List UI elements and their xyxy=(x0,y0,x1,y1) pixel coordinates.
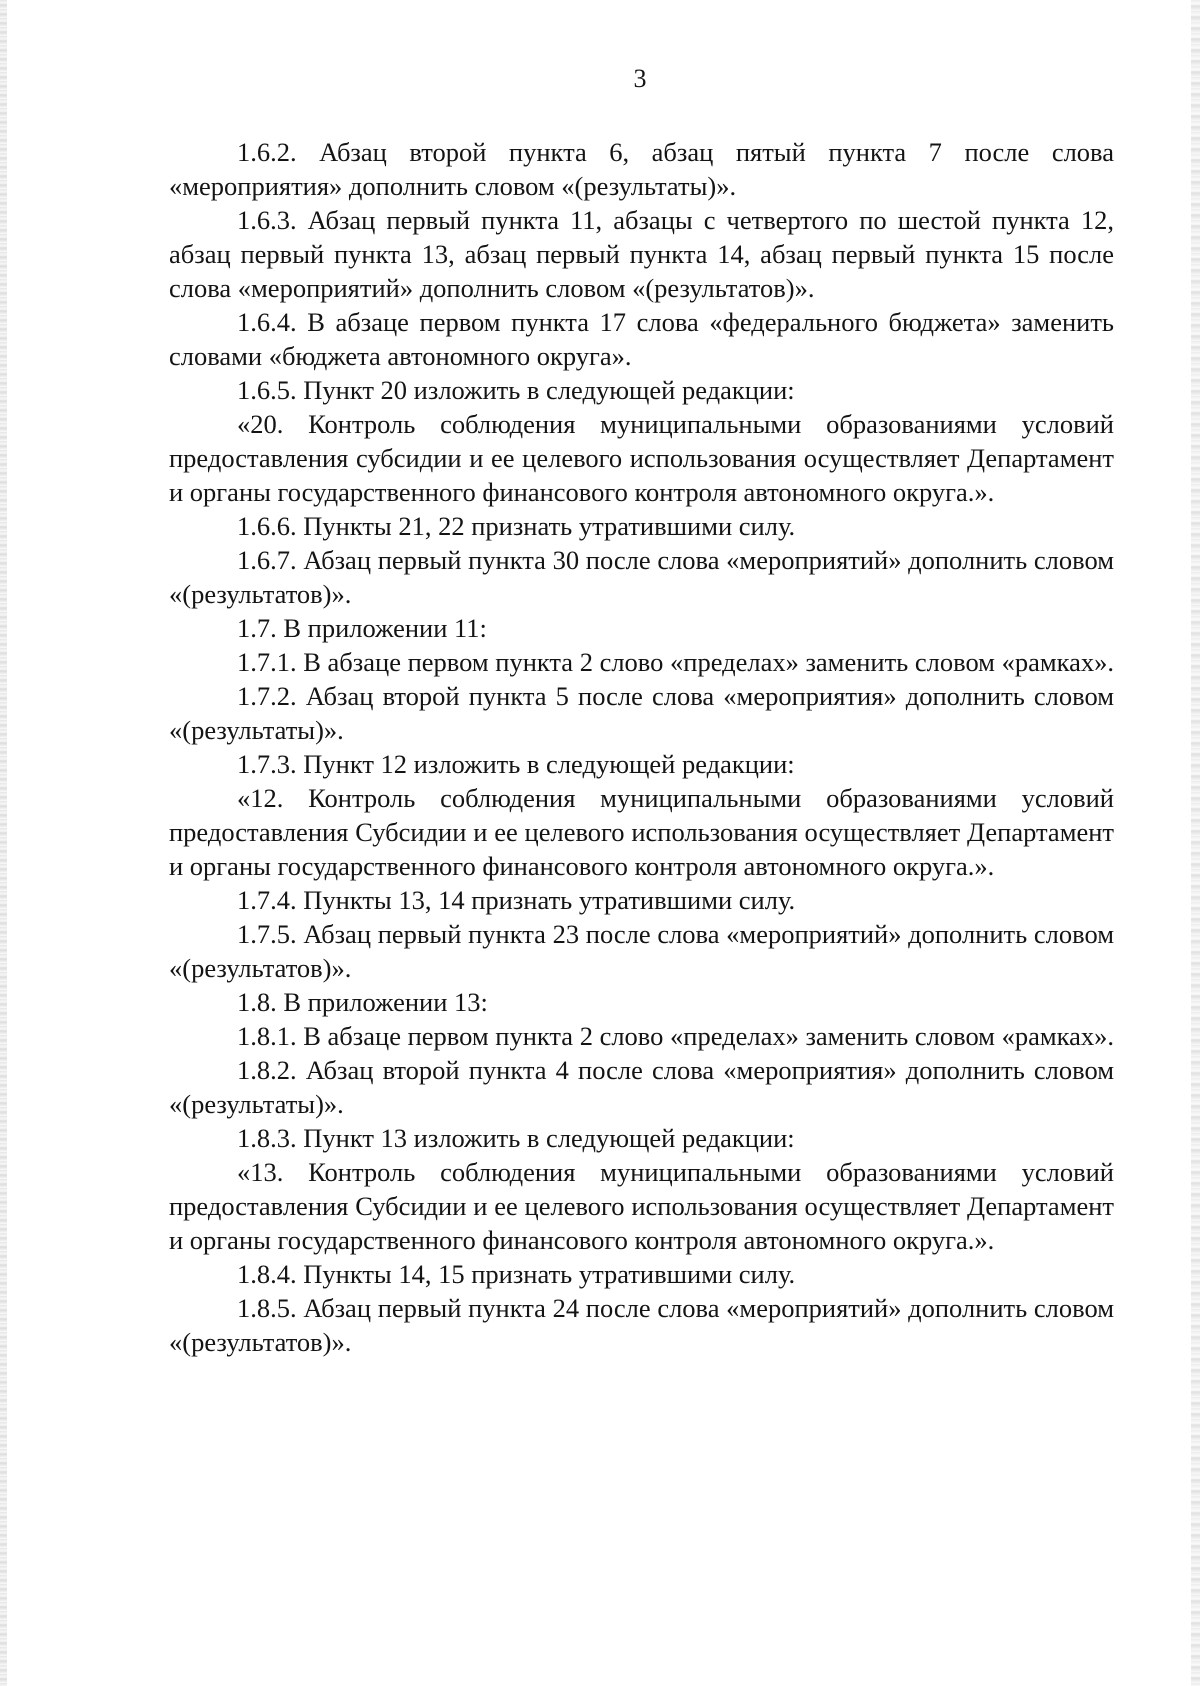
paragraph-1-6-5: 1.6.5. Пункт 20 изложить в следующей редакции: xyxy=(237,375,795,405)
paragraph-1-8-5: 1.8.5. Абзац первый пункта 24 после слова «мероприятий» дополнить словом «(результатов)». xyxy=(169,1293,1114,1357)
paragraph-1-7-5: 1.7.5. Абзац первый пункта 23 после слова «мероприятий» дополнить словом «(результатов)». xyxy=(169,919,1114,983)
paragraph-1-7: 1.7. В приложении 11: xyxy=(237,613,487,643)
paragraph-1-8: 1.8. В приложении 13: xyxy=(237,987,488,1017)
page-number: 3 xyxy=(633,64,647,93)
paragraph-1-6-4: 1.6.4. В абзаце первом пункта 17 слова «федерального бюджета» заменить словами «бюджета автономного округа». xyxy=(169,307,1114,371)
paragraph-1-6-6: 1.6.6. Пункты 21, 22 признать утратившими силу. xyxy=(237,511,796,541)
paragraph-1-7-1: 1.7.1. В абзаце первом пункта 2 слово «пределах» заменить словом «рамках». xyxy=(237,647,1114,677)
paragraph-1-6-2: 1.6.2. Абзац второй пункта 6, абзац пятый пункта 7 после слова «мероприятия» дополнить словом «(результаты)». xyxy=(169,137,1114,201)
paragraph-1-8-2: 1.8.2. Абзац второй пункта 4 после слова «мероприятия» дополнить словом «(результаты)». xyxy=(169,1055,1114,1119)
quote-paragraph-20: «20. Контроль соблюдения муниципальными образованиями условий предоставления субсидии и ее целевого использования осуществляет Департамент и органы государственного финансового контроля автономного округа.». xyxy=(169,409,1114,507)
paragraph-1-7-4: 1.7.4. Пункты 13, 14 признать утратившими силу. xyxy=(237,885,796,915)
scan-edge-left xyxy=(0,0,7,1686)
paragraph-1-8-4: 1.8.4. Пункты 14, 15 признать утратившими силу. xyxy=(237,1259,796,1289)
scan-edge-right xyxy=(1191,0,1200,1686)
paragraph-1-8-1: 1.8.1. В абзаце первом пункта 2 слово «пределах» заменить словом «рамках». xyxy=(237,1021,1114,1051)
paragraph-1-8-3: 1.8.3. Пункт 13 изложить в следующей редакции: xyxy=(237,1123,795,1153)
paragraph-1-7-2: 1.7.2. Абзац второй пункта 5 после слова «мероприятия» дополнить словом «(результаты)». xyxy=(169,681,1114,745)
paragraph-1-6-3: 1.6.3. Абзац первый пункта 11, абзацы с четвертого по шестой пункта 12, абзац первый пункта 13, абзац первый пункта 14, абзац первый пункта 15 после слова «мероприятий» дополнить словом «(результатов)». xyxy=(169,205,1114,303)
quote-paragraph-13: «13. Контроль соблюдения муниципальными образованиями условий предоставления Субсидии и ее целевого использования осуществляет Департамент и органы государственного финансового контроля автономного округа.». xyxy=(169,1157,1114,1255)
paragraph-1-6-7: 1.6.7. Абзац первый пункта 30 после слова «мероприятий» дополнить словом «(результатов)». xyxy=(169,545,1114,609)
quote-paragraph-12: «12. Контроль соблюдения муниципальными образованиями условий предоставления Субсидии и ее целевого использования осуществляет Департамент и органы государственного финансового контроля автономного округа.». xyxy=(169,783,1114,881)
document-body xyxy=(169,135,1114,1359)
paragraph-1-7-3: 1.7.3. Пункт 12 изложить в следующей редакции: xyxy=(237,749,795,779)
